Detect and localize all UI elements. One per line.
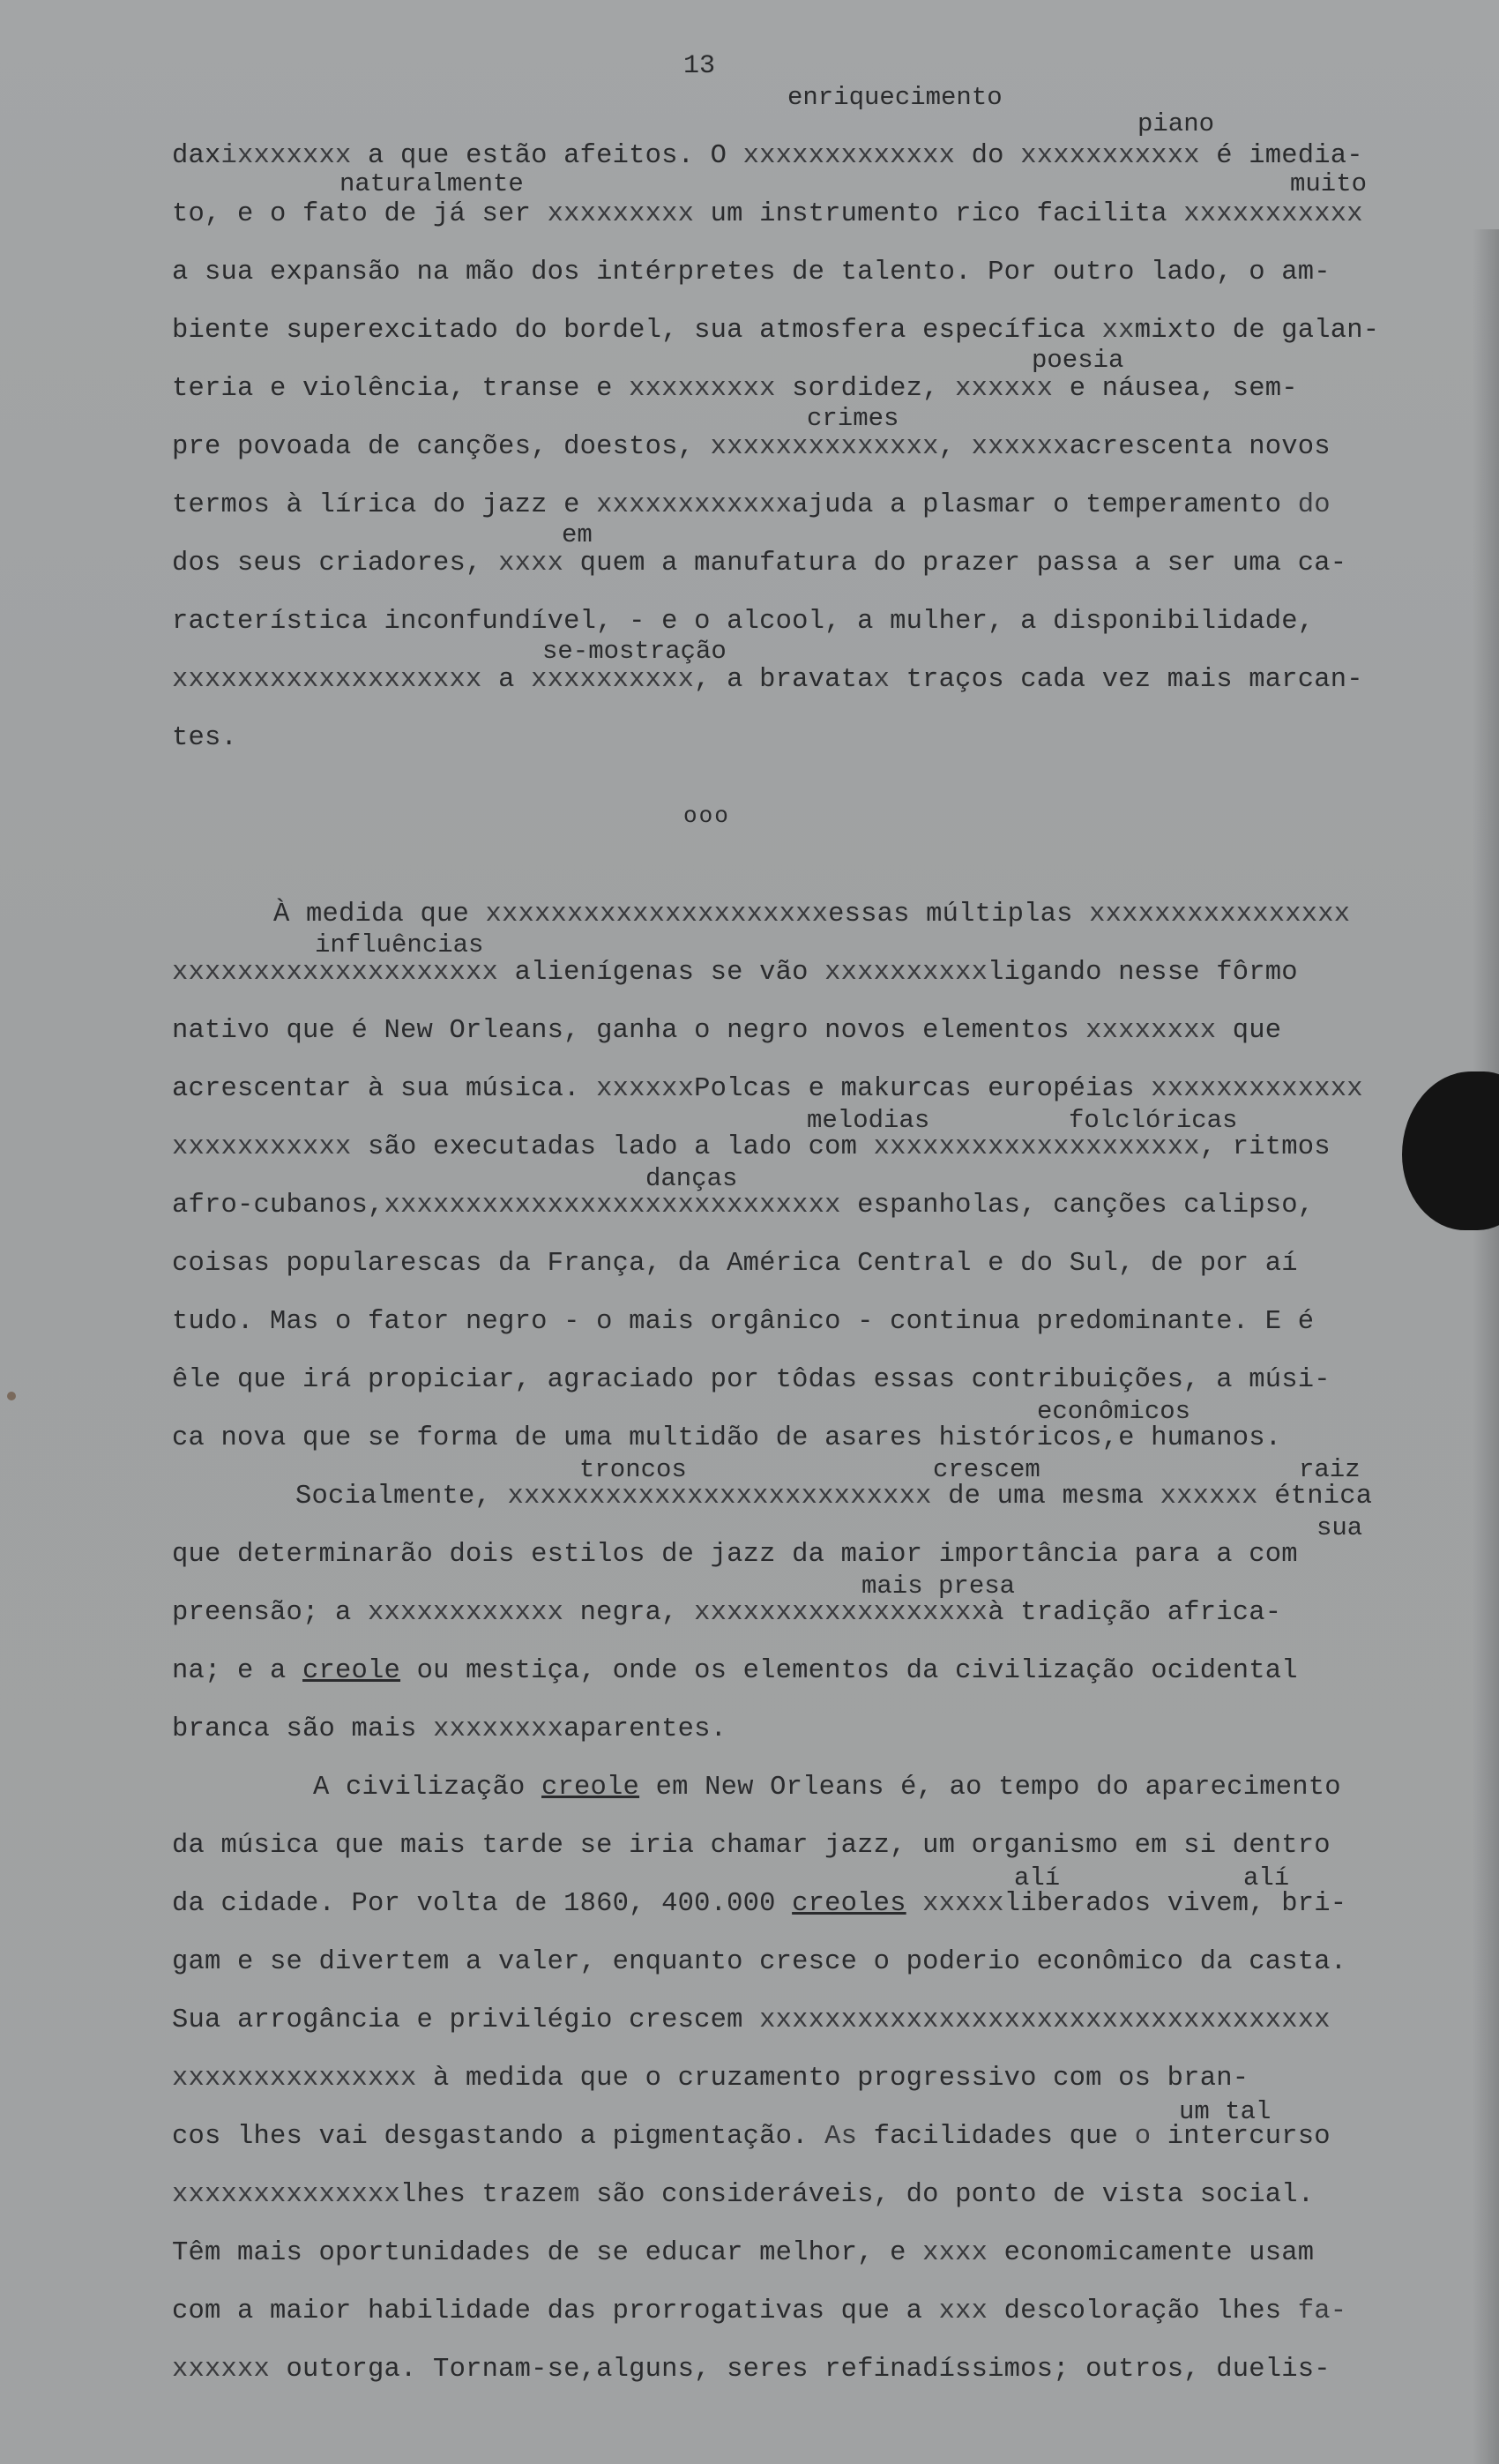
- page-fold-shadow: [1473, 229, 1499, 2464]
- text-line: Socialmente, xxxxxxxxxxxxxxxxxxxxxxxxxx de uma mesma xxxxxx étnica: [295, 1482, 1373, 1512]
- text-line: cos lhes vai desgastando a pigmentação. As facilidades que o intercurso: [172, 2122, 1331, 2152]
- text-line: racterística inconfundível, - e o alcool, a mulher, a disponibilidade,: [172, 607, 1315, 637]
- text-line: xxxxxxxxxxxxxxxxxxxx alienígenas se vão xxxxxxxxxxligando nesse fôrmo: [172, 958, 1298, 988]
- text-line: coisas popularescas da França, da América Central e do Sul, de por aí: [172, 1249, 1298, 1279]
- text-line: tes.: [172, 723, 238, 753]
- text-line: Sua arrogância e privilégio crescem xxxxxxxxxxxxxxxxxxxxxxxxxxxxxxxxxxx: [172, 2005, 1331, 2035]
- insert-crescem: crescem: [933, 1455, 1040, 1484]
- insert-dancas: danças: [645, 1164, 738, 1193]
- insert-enriquecimento: enriquecimento: [787, 83, 1003, 112]
- text-line: xxxxxxxxxxxxxxlhes trazem são consideráveis, do ponto de vista social.: [172, 2180, 1315, 2210]
- text-line: pre povoada de canções, doestos, xxxxxxxxxxxxxx, xxxxxxacrescenta novos: [172, 432, 1331, 462]
- insert-se-mostracao: se-mostração: [542, 637, 727, 666]
- insert-em: em: [562, 520, 593, 549]
- text-line: preensão; a xxxxxxxxxxxx negra, xxxxxxxxxxxxxxxxxxà tradição africa-: [172, 1598, 1282, 1628]
- text-line: À medida que xxxxxxxxxxxxxxxxxxxxxessas múltiplas xxxxxxxxxxxxxxxx: [273, 900, 1351, 930]
- text-line: Têm mais oportunidades de se educar melhor, e xxxx economicamente usam: [172, 2238, 1315, 2268]
- text-line: xxxxxxxxxxx são executadas lado a lado com xxxxxxxxxxxxxxxxxxxx, ritmos: [172, 1132, 1331, 1162]
- text-line: biente superexcitado do bordel, sua atmosfera específica xxmixto de galan-: [172, 316, 1380, 346]
- insert-poesia: poesia: [1032, 346, 1124, 375]
- insert-melodias: melodias: [807, 1106, 930, 1135]
- insert-um-tal: um tal: [1179, 2097, 1272, 2126]
- section-separator: ooo: [683, 803, 730, 829]
- text-line: ca nova que se forma de uma multidão de asares históricos,e humanos.: [172, 1423, 1282, 1453]
- text-line: xxxxxxxxxxxxxxx à medida que o cruzamento progressivo com os bran-: [172, 2064, 1249, 2094]
- insert-influencias: influências: [315, 930, 484, 959]
- text-line: nativo que é New Orleans, ganha o negro novos elementos xxxxxxxx que: [172, 1016, 1282, 1046]
- text-line: dos seus criadores, xxxx quem a manufatura do prazer passa a ser uma ca-: [172, 549, 1347, 579]
- text-line: afro-cubanos,xxxxxxxxxxxxxxxxxxxxxxxxxxxx espanholas, canções calipso,: [172, 1191, 1315, 1221]
- text-line: termos à lírica do jazz e xxxxxxxxxxxxajuda a plasmar o temperamento do: [172, 490, 1331, 520]
- text-line: gam e se divertem a valer, enquanto cresce o poderio econômico da casta.: [172, 1947, 1347, 1977]
- insert-troncos: troncos: [579, 1455, 687, 1484]
- insert-mais-presa: mais presa: [861, 1572, 1016, 1601]
- text-line: teria e violência, transe e xxxxxxxxx sordidez, xxxxxx e náusea, sem-: [172, 374, 1298, 404]
- text-line: xxxxxxxxxxxxxxxxxxx a xxxxxxxxxx, a bravatax traços cada vez mais marcan-: [172, 665, 1363, 695]
- text-line: A civilização creole em New Orleans é, ao tempo do aparecimento: [313, 1773, 1341, 1803]
- insert-naturalmente: naturalmente: [339, 169, 524, 198]
- insert-muito: muito: [1290, 169, 1368, 198]
- text-line: daxixxxxxxx a que estão afeitos. O xxxxxxxxxxxxx do xxxxxxxxxxx é imedia-: [172, 141, 1363, 171]
- text-line: xxxxxx outorga. Tornam-se,alguns, seres refinadíssimos; outros, duelis-: [172, 2355, 1331, 2385]
- text-line: que determinarão dois estilos de jazz da maior importância para a com: [172, 1540, 1298, 1570]
- insert-piano: piano: [1137, 109, 1215, 138]
- insert-economicos: econômicos: [1037, 1397, 1191, 1426]
- text-line: acrescentar à sua música. xxxxxxPolcas e makurcas européias xxxxxxxxxxxxx: [172, 1074, 1363, 1104]
- text-line: da música que mais tarde se iria chamar jazz, um organismo em si dentro: [172, 1831, 1331, 1861]
- text-line: na; e a creole ou mestiça, onde os elementos da civilização ocidental: [172, 1656, 1298, 1686]
- stain-mark: [7, 1392, 16, 1400]
- text-line: tudo. Mas o fator negro - o mais orgânico - continua predominante. E é: [172, 1307, 1315, 1337]
- page-number: 13: [683, 51, 716, 81]
- insert-folcloricas: folclóricas: [1069, 1106, 1238, 1135]
- text-line: com a maior habilidade das prorrogativas que a xxx descoloração lhes fa-: [172, 2296, 1347, 2326]
- text-line: a sua expansão na mão dos intérpretes de talento. Por outro lado, o am-: [172, 258, 1331, 287]
- insert-sua: sua: [1316, 1513, 1363, 1542]
- torn-hole: [1402, 1071, 1499, 1230]
- insert-raiz: raiz: [1299, 1455, 1361, 1484]
- insert-ali-1: alí: [1014, 1863, 1061, 1893]
- insert-ali-2: alí: [1243, 1863, 1290, 1893]
- text-line: to, e o fato de já ser xxxxxxxxx um instrumento rico facilita xxxxxxxxxxx: [172, 199, 1363, 229]
- insert-crimes: crimes: [807, 404, 899, 433]
- text-line: branca são mais xxxxxxxxaparentes.: [172, 1714, 727, 1744]
- text-line: da cidade. Por volta de 1860, 400.000 creoles xxxxxliberados vivem, bri-: [172, 1889, 1347, 1919]
- text-line: êle que irá propiciar, agraciado por tôdas essas contribuições, a músi-: [172, 1365, 1331, 1395]
